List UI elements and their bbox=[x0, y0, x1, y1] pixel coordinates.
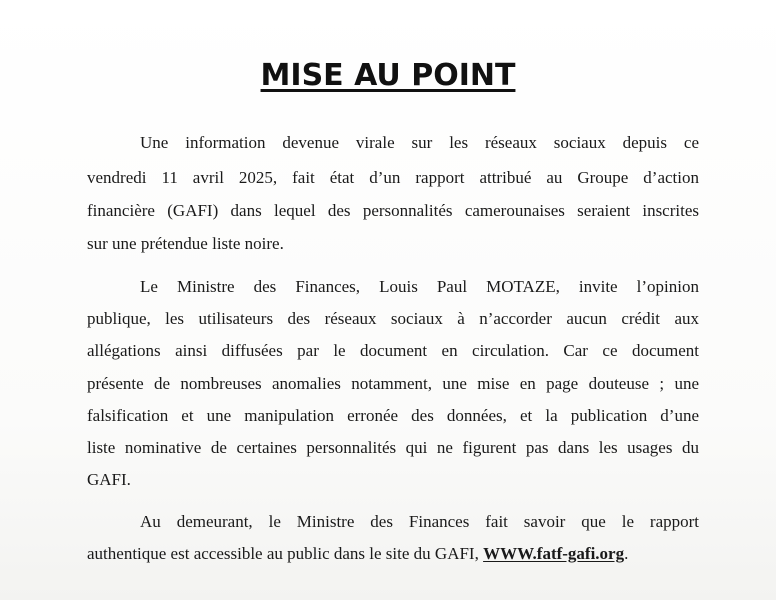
paragraph-1-line-1: Une information devenue virale sur les réseaux sociaux depuis ce bbox=[140, 133, 699, 152]
paragraph-3-line-1: Au demeurant, le Ministre des Finances fait savoir que le rapport bbox=[140, 512, 699, 531]
paragraph-3-line-2 bbox=[87, 543, 699, 565]
paragraph-2-line-3: allégations ainsi diffusées par le document en circulation. Car ce document bbox=[87, 341, 699, 360]
paragraph-1-line-4: sur une prétendue liste noire. bbox=[87, 234, 284, 253]
gafi-website-link[interactable]: WWW.fatf-gafi.org bbox=[483, 544, 625, 563]
paragraph-1-line-2: vendredi 11 avril 2025, fait état d’un rapport attribué au Groupe d’action bbox=[87, 168, 699, 187]
paragraph-2-line-1: Le Ministre des Finances, Louis Paul MOTAZE, invite l’opinion bbox=[140, 277, 699, 296]
document-title bbox=[0, 56, 776, 96]
url-suffix: . bbox=[624, 544, 629, 563]
paragraph-2-line-4: présente de nombreuses anomalies notamment, une mise en page douteuse ; une bbox=[87, 374, 699, 393]
paragraph-3-line-2-text: authentique est accessible au public dans le site du GAFI, bbox=[87, 544, 484, 563]
paragraph-2-line-5: falsification et une manipulation erronée des données, et la publication d’une bbox=[87, 406, 699, 425]
title-text: MISE AU POINT bbox=[260, 58, 516, 93]
paragraph-2-line-6: liste nominative de certaines personnalités qui ne figurent pas dans les usages du bbox=[87, 438, 699, 457]
paragraph-2-line-7: GAFI. bbox=[87, 470, 131, 489]
paragraph-2-line-2: publique, les utilisateurs des réseaux sociaux à n’accorder aucun crédit aux bbox=[87, 309, 699, 328]
paragraph-1-line-3: financière (GAFI) dans lequel des personnalités camerounaises seraient inscrites bbox=[87, 201, 699, 220]
